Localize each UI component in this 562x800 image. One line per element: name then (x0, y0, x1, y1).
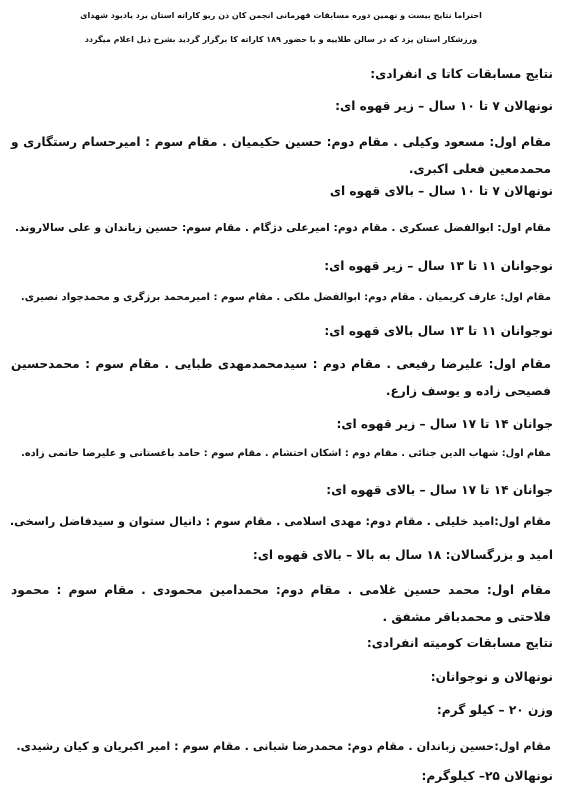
category-heading: نوجوانان ۱۱ تا ۱۳ سال بالای قهوه ای: (324, 324, 553, 338)
category-heading: جوانان ۱۴ تا ۱۷ سال – زیر قهوه ای: (336, 417, 553, 431)
results-paragraph: مقام اول:حسین زباندان . مقام دوم: محمدرضا شبانی . مقام سوم : امیر اکبریان و کیان رشیدی. (16, 740, 551, 753)
weight-heading: وزن ۲۰ – کیلو گرم: (436, 703, 553, 717)
weight-heading: نونهالان ۲۵– کیلوگرم: (421, 769, 553, 783)
results-paragraph: مقام اول: محمد حسین غلامی . مقام دوم: محمدامین محمودی . مقام سوم : محمود فلاحتی و محمدباقر مشفق . (11, 583, 551, 624)
results-paragraph: مقام اول: شهاب الدین جنائی . مقام دوم : اشکان احتشام . مقام سوم : حامد باغستانی و علیرضا حاتمی زاده. (21, 448, 551, 459)
results-paragraph: مقام اول: علیرضا رفیعی . مقام دوم : سیدمحمدمهدی طبایی . مقام سوم : محمدحسین فصیحی زاده و یوسف زارع. (11, 357, 551, 398)
category-heading: نونهالان ۷ تا ۱۰ سال – بالای قهوه ای (329, 184, 553, 198)
section-heading: نتایج مسابقات کومیته انفرادی: (366, 636, 553, 650)
title-line-2: ورزشکار استان یزد که در سالن طلاییه و با حضور ۱۸۹ کاراته کا برگزار گردید بشرح ذیل اعلام میگردد (84, 35, 478, 44)
category-heading: نونهالان ۷ تا ۱۰ سال – زیر قهوه ای: (335, 99, 553, 113)
group-heading: نونهالان و نوجوانان: (430, 670, 553, 684)
results-paragraph: مقام اول: عارف کریمیان . مقام دوم: ابوالفضل ملکی . مقام سوم : امیرمحمد برزگری و محمدجواد نصیری. (20, 292, 551, 303)
results-paragraph: مقام اول: مسعود وکیلی . مقام دوم: حسین حکیمیان . مقام سوم : امیرحسام رستگاری و محمدمعین فعلی اکبری. (11, 135, 551, 176)
category-heading: نوجوانان ۱۱ تا ۱۳ سال – زیر قهوه ای: (324, 259, 553, 273)
results-paragraph: مقام اول: ابوالفضل عسکری . مقام دوم: امیرعلی دژگام . مقام سوم: حسین زباندان و علی سالاروند. (15, 221, 551, 234)
section-heading: نتایج مسابقات کاتا ی انفرادی: (370, 67, 553, 81)
title-line-1: احتراما نتایج بیست و نهمین دوره مسابقات قهرمانی انجمن کان ذن ریو کاراته استان یزد یادبود شهدای (80, 11, 482, 20)
category-heading: جوانان ۱۴ تا ۱۷ سال – بالای قهوه ای: (326, 483, 553, 497)
results-paragraph: مقام اول:امید خلیلی . مقام دوم: مهدی اسلامی . مقام سوم : دانیال ستوان و سیدفاضل راسخی. (9, 515, 551, 528)
category-heading: امید و بزرگسالان: ۱۸ سال به بالا – بالای قهوه ای: (252, 548, 553, 562)
